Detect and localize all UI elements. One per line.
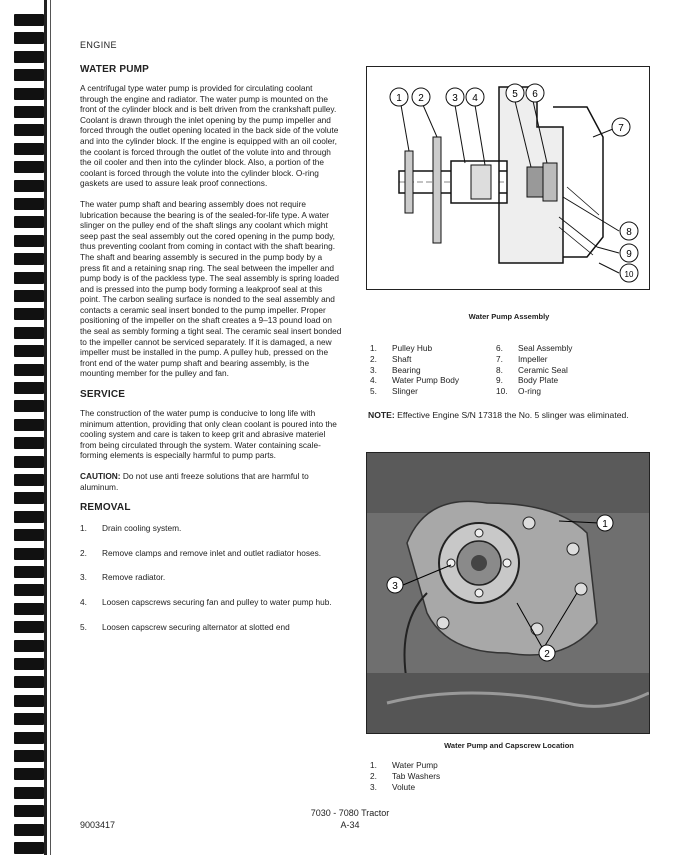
binding-hole xyxy=(14,14,44,26)
binding-hole xyxy=(14,529,44,541)
legend-item: 3. Volute xyxy=(370,781,416,792)
binding-hole xyxy=(14,713,44,725)
binding-hole xyxy=(14,787,44,799)
binding-hole xyxy=(14,584,44,596)
binding-hole xyxy=(14,492,44,504)
binding-hole xyxy=(14,511,44,523)
binding-hole xyxy=(14,456,44,468)
engine-photo-drawing xyxy=(367,453,649,733)
legend-item: 1. Water Pump xyxy=(370,760,438,770)
callout-label: 4 xyxy=(472,93,478,104)
step-number: 2. xyxy=(80,547,87,558)
part-number: 9003417 xyxy=(80,820,116,830)
water-pump-para-1: A centrifugal type water pump is provided for circulating coolant through the engine and radiator. The water pump is mounted on the front of the cylinder block and is belt driven from the crankshaft pulley. Coolant is drawn through the inlet opening by the pump impeller and forced through the outlet opening located in the back side of the volute and into the cylinder block. If the engine is equipped with an oil cooler, the coolant is forced through the outlet of the volute into and through the oil cooler and then into the cylinder block. Also, a portion of the coolant is forced through the volute into the cylinder block. O-ring gaskets are used to assure leak proof connections. xyxy=(80,83,339,189)
legend-item: 9. Body Plate xyxy=(496,375,559,386)
callout-label: 7 xyxy=(618,123,624,134)
figure1-legend-right xyxy=(496,343,636,397)
binding-hole xyxy=(14,548,44,560)
callout-label: 1 xyxy=(396,93,402,104)
binding-hole xyxy=(14,198,44,210)
water-pump-capscrew-photo xyxy=(366,452,650,734)
binding-hole xyxy=(14,768,44,780)
binding-hole xyxy=(14,235,44,247)
step-text: Loosen capscrew securing alternator at slotted end xyxy=(102,621,290,632)
caution-text: Do not use anti freeze solutions that are harmful to aluminum. xyxy=(80,471,309,492)
callout-label: 3 xyxy=(392,581,398,592)
callout-label: 8 xyxy=(626,227,632,238)
callout-label: 3 xyxy=(452,93,458,104)
service-para: The construction of the water pump is conducive to long life with minimum attention, providing that only clean coolant is poured into the cooling system and care is taken to keep grit and abrasive materiel from being circulated through the system. Water containing scale-forming elements is especially harmful to pump parts. xyxy=(80,408,337,461)
water-pump-para-2: The water pump shaft and bearing assembly does not require lubrication because the bearing is of the sealed-for-life type. A water slinger on the pulley end of the shaft slings any coolant which might seep past the seal assembly out the cored opening in the pump body, thus preventing coolant from coming in contact with the shaft bearing. The shaft and bearing assembly is secured in the pump body by a press fit and a retaining snap ring. The seal between the impeller and pump body is of the packless type. The seal assembly is spring loaded and is pressed into the pump body forming a leakproof seal at this point. The carbon sealing surface is nonded to the seal assembly and contacts a ceramic seal insert bonded to the pump impeller. Proper positioning of the impeller on the shaft creates a 9–13 pound load on the seal as sembly forming a tight seal. The ceramic seal insert bonded to the impeller cannot be serviced separately. If it is damaged, a new impeller must be installed in the pump. A pulley hub, pressed on the front end of the water pump shaft and bearing assembly, is the mounting member for the pulley and fan. xyxy=(80,198,342,379)
binding-hole xyxy=(14,345,44,357)
removal-steps xyxy=(80,523,342,632)
binding-hole xyxy=(14,603,44,615)
binding-hole xyxy=(14,842,44,854)
binding-hole xyxy=(14,32,44,44)
removal-step xyxy=(80,523,342,534)
binding-hole xyxy=(14,676,44,688)
binding-hole xyxy=(14,364,44,376)
legend-item: 2. Shaft xyxy=(370,353,412,364)
note-text: Effective Engine S/N 17318 the No. 5 slinger was eliminated. xyxy=(397,410,629,420)
callout-label: 9 xyxy=(626,249,632,260)
removal-step xyxy=(80,597,342,608)
binding-hole xyxy=(14,750,44,762)
legend-item: 2. Tab Washers xyxy=(370,770,441,781)
water-pump-assembly-figure xyxy=(366,66,650,290)
binding-hole xyxy=(14,216,44,228)
callout-label: 2 xyxy=(418,93,424,104)
binding-hole xyxy=(14,253,44,265)
binding-hole xyxy=(14,272,44,284)
legend-item: 4. Water Pump Body xyxy=(370,375,460,386)
caution-label: CAUTION: xyxy=(80,471,121,481)
binding-hole xyxy=(14,658,44,670)
callout-label: 1 xyxy=(602,519,608,530)
legend-item: 6. Seal Assembly xyxy=(496,343,573,353)
step-text: Drain cooling system. xyxy=(102,523,182,534)
binding-hole xyxy=(14,382,44,394)
spiral-binding xyxy=(0,0,62,855)
removal-step xyxy=(80,622,342,633)
binding-hole xyxy=(14,621,44,633)
binding-hole xyxy=(14,566,44,578)
removal-step xyxy=(80,572,342,583)
callout-label: 10 xyxy=(624,270,634,279)
footer-model: 7030 - 7080 Tractor xyxy=(310,808,390,818)
binding-hole xyxy=(14,640,44,652)
step-number: 1. xyxy=(80,523,87,534)
legend-item: 7. Impeller xyxy=(496,353,548,364)
binding-edge xyxy=(44,0,47,855)
binding-hole xyxy=(14,88,44,100)
binding-hole xyxy=(14,290,44,302)
removal-step xyxy=(80,548,342,559)
figure2-legend xyxy=(370,760,510,792)
step-text: Loosen capscrews securing fan and pulley to water pump hub. xyxy=(102,596,332,607)
binding-hole xyxy=(14,474,44,486)
page-number: A-34 xyxy=(340,820,360,830)
legend-item: 10. O-ring xyxy=(496,386,542,397)
binding-hole xyxy=(14,805,44,817)
legend-item: 5. Slinger xyxy=(370,386,418,397)
binding-hole xyxy=(14,327,44,339)
binding-hole xyxy=(14,51,44,63)
step-number: 4. xyxy=(80,596,87,607)
water-pump-heading: WATER PUMP xyxy=(80,64,150,75)
caution-note xyxy=(80,471,342,492)
step-number: 5. xyxy=(80,621,87,632)
figure2-caption: Water Pump and Capscrew Location xyxy=(444,741,574,750)
binding-hole xyxy=(14,161,44,173)
binding-hole xyxy=(14,106,44,118)
section-label: ENGINE xyxy=(80,40,117,50)
legend-item: 3. Bearing xyxy=(370,364,421,375)
binding-hole xyxy=(14,124,44,136)
binding-hole xyxy=(14,437,44,449)
binding-hole xyxy=(14,400,44,412)
left-column xyxy=(80,40,342,632)
service-heading: SERVICE xyxy=(80,389,126,401)
step-text: Remove clamps and remove inlet and outlet radiator hoses. xyxy=(102,547,322,558)
step-text: Remove radiator. xyxy=(102,572,166,583)
water-pump-cross-section-drawing xyxy=(367,67,649,289)
figure1-legend-left xyxy=(370,343,496,397)
note-label: NOTE: xyxy=(368,410,395,420)
binding-hole xyxy=(14,180,44,192)
figure1-caption: Water Pump Assembly xyxy=(468,312,550,321)
binding-hole xyxy=(14,143,44,155)
step-number: 3. xyxy=(80,572,87,583)
callout-label: 2 xyxy=(544,649,550,660)
binding-hole xyxy=(14,308,44,320)
binding-hole xyxy=(14,69,44,81)
binding-hole xyxy=(14,824,44,836)
binding-edge-inner xyxy=(50,0,51,855)
legend-item: 8. Ceramic Seal xyxy=(496,364,568,375)
callout-label: 5 xyxy=(512,89,518,100)
callout-label: 6 xyxy=(532,89,538,100)
legend-item: 1. Pulley Hub xyxy=(370,343,433,353)
slinger-note xyxy=(368,410,654,421)
binding-hole xyxy=(14,695,44,707)
binding-hole xyxy=(14,419,44,431)
binding-hole xyxy=(14,732,44,744)
removal-heading: REMOVAL xyxy=(80,502,131,514)
